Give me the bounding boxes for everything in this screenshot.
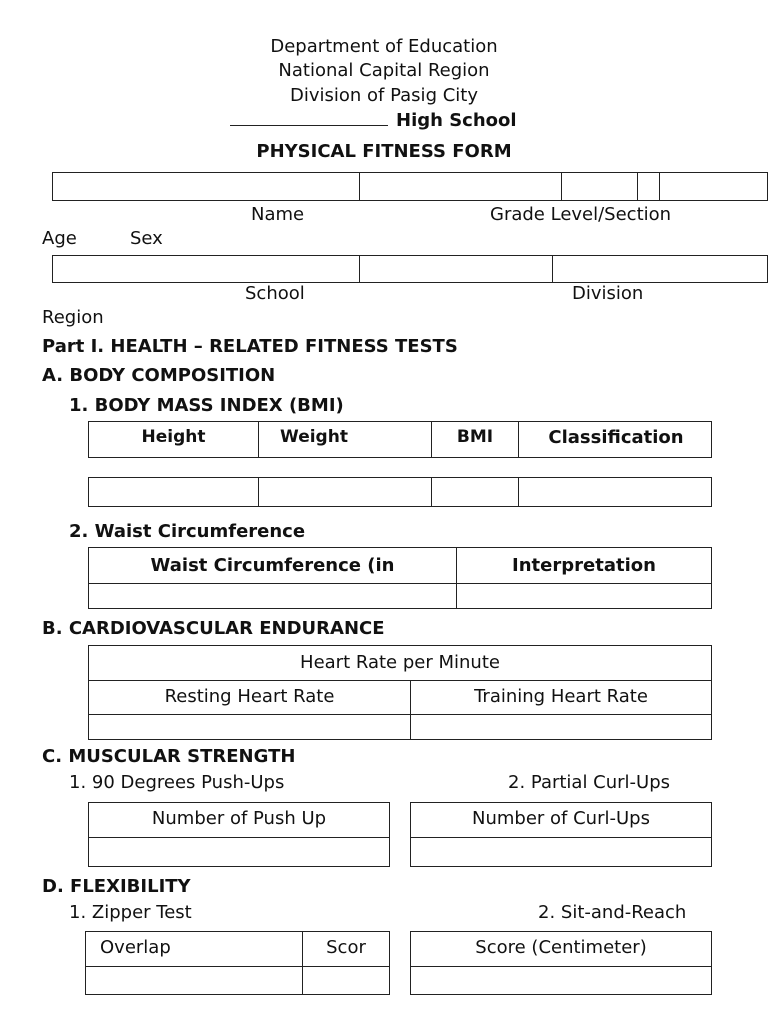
waist-circumference-input[interactable] [89, 584, 456, 608]
waist-header-circumference: Waist Circumference (in [150, 555, 395, 576]
school-label: School [245, 283, 305, 304]
bmi-header-table [88, 421, 712, 458]
sit-and-reach-input[interactable] [411, 967, 711, 994]
divider [359, 173, 360, 200]
sex-label: Sex [130, 228, 163, 249]
overlap-input[interactable] [86, 967, 302, 994]
header-division: Division of Pasig City [290, 85, 478, 106]
curlups-title: 2. Partial Curl-Ups [508, 772, 671, 793]
name-label: Name [251, 204, 305, 225]
divider [89, 680, 711, 681]
age-label: Age [42, 228, 77, 249]
waist-interpretation-input[interactable] [457, 584, 711, 608]
sit-and-reach-title: 2. Sit-and-Reach [538, 902, 687, 923]
section-c-title: C. MUSCULAR STRENGTH [42, 746, 296, 767]
divider [359, 256, 360, 282]
waist-title: 2. Waist Circumference [69, 521, 306, 542]
zipper-test-table [85, 931, 390, 995]
header-region: National Capital Region [278, 60, 490, 81]
bmi-header-weight: Weight [280, 427, 348, 447]
overlap-header: Overlap [100, 937, 171, 958]
region-label: Region [42, 307, 104, 328]
curlups-table [410, 802, 712, 867]
divider [659, 173, 660, 200]
high-school-label: High School [396, 110, 517, 131]
zipper-test-title: 1. Zipper Test [69, 902, 192, 923]
resting-heart-rate-header: Resting Heart Rate [164, 686, 335, 707]
pushups-input[interactable] [89, 838, 389, 866]
bmi-header-height: Height [141, 427, 206, 447]
school-name-line [230, 111, 517, 130]
training-heart-rate-input[interactable] [411, 715, 711, 739]
waist-header-interpretation: Interpretation [512, 555, 656, 576]
pushups-title: 1. 90 Degrees Push-Ups [69, 772, 285, 793]
resting-heart-rate-input[interactable] [89, 715, 410, 739]
division-label: Division [572, 283, 644, 304]
sit-and-reach-score-header: Score (Centimeter) [475, 937, 647, 958]
section-d-title: D. FLEXIBILITY [42, 876, 191, 897]
bmi-header-bmi: BMI [456, 427, 494, 447]
waist-table [88, 547, 712, 609]
divider [518, 478, 519, 506]
header-department: Department of Education [270, 36, 498, 57]
zipper-score-input[interactable] [303, 967, 389, 994]
pushups-table [88, 802, 390, 867]
sit-and-reach-table [410, 931, 712, 995]
part1-title: Part I. HEALTH – RELATED FITNESS TESTS [42, 336, 458, 357]
section-b-title: B. CARDIOVASCULAR ENDURANCE [42, 618, 385, 639]
divider [637, 173, 638, 200]
pushups-header: Number of Push Up [151, 808, 327, 829]
grade-level-label: Grade Level/Section [490, 204, 672, 225]
training-heart-rate-header: Training Heart Rate [474, 686, 648, 707]
divider [258, 478, 259, 506]
divider [552, 256, 553, 282]
bmi-input-row[interactable] [88, 477, 712, 507]
heart-rate-table [88, 645, 712, 740]
heart-rate-header: Heart Rate per Minute [300, 652, 500, 673]
curlups-input[interactable] [411, 838, 711, 866]
school-name-blank[interactable] [230, 111, 388, 126]
zipper-score-header: Scor [326, 937, 366, 958]
school-division-input-row[interactable] [52, 255, 768, 283]
name-grade-input-row[interactable] [52, 172, 768, 201]
divider [561, 173, 562, 200]
curlups-header: Number of Curl-Ups [472, 808, 650, 829]
form-title: PHYSICAL FITNESS FORM [256, 141, 512, 162]
divider [431, 478, 432, 506]
section-a-title: A. BODY COMPOSITION [42, 365, 276, 386]
bmi-title: 1. BODY MASS INDEX (BMI) [69, 395, 344, 416]
bmi-header-classification: Classification [548, 427, 684, 448]
